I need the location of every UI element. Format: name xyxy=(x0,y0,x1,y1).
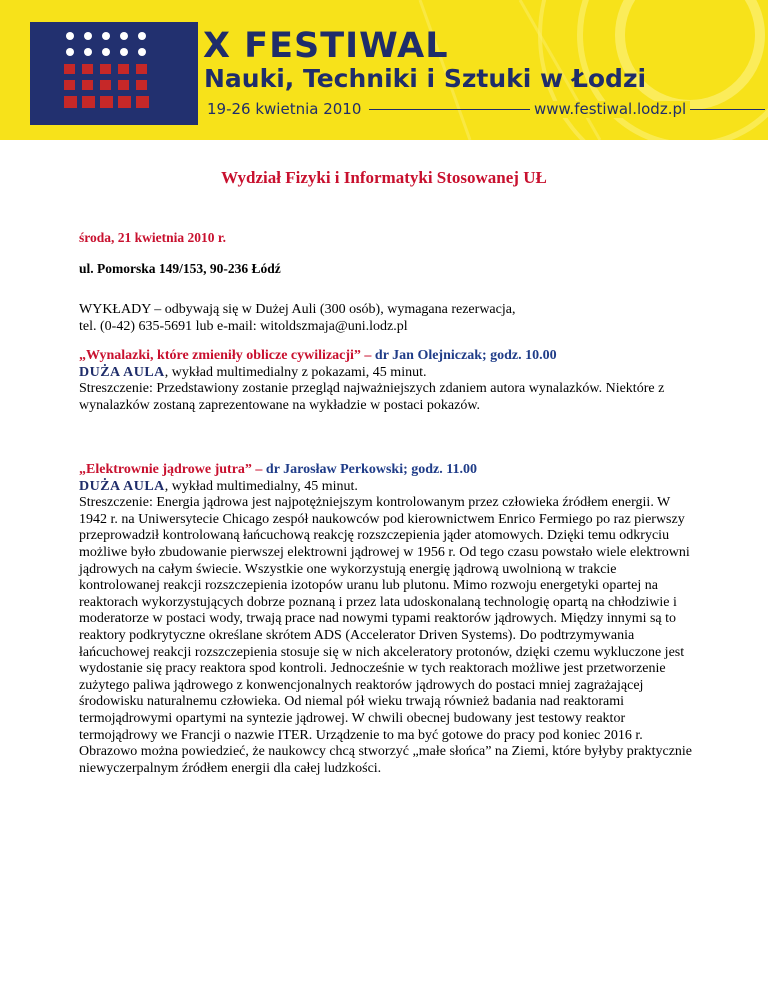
event-2-details xyxy=(79,479,699,496)
document-body xyxy=(79,230,699,776)
event-address: ul. Pomorska 149/153, 90-236 Łódź xyxy=(79,261,281,276)
lectures-info-line1: WYKŁADY – odbywają się w Dużej Auli (300 osób), wymagana rezerwacja, xyxy=(79,302,516,317)
event-2-title: „Elektrownie jądrowe jutra” xyxy=(79,462,252,477)
event-2-speaker: dr Jarosław Perkowski; godz. 11.00 xyxy=(265,462,477,477)
event-1-dash: – xyxy=(360,348,375,363)
event-1-speaker: dr Jan Olejniczak; godz. 10.00 xyxy=(374,348,557,363)
event-1-venue: DUŻA AULA xyxy=(79,364,165,380)
event-1-header xyxy=(79,348,699,365)
event-1-format: , wykład multimedialny z pokazami, 45 minut. xyxy=(164,364,427,380)
event-2-header xyxy=(79,462,699,479)
event-2-format: , wykład multimedialny, 45 minut. xyxy=(164,478,358,494)
logo-dots-icon xyxy=(30,22,198,125)
banner-subtitle: Nauki, Techniki i Sztuki w Łodzi xyxy=(204,64,647,93)
event-2 xyxy=(79,462,699,777)
lectures-info xyxy=(79,302,699,335)
faculty-heading: Wydział Fizyki i Informatyki Stosowanej UŁ xyxy=(221,168,547,187)
event-1 xyxy=(79,348,699,414)
festival-banner xyxy=(0,0,768,140)
event-2-summary: Streszczenie: Energia jądrowa jest najpotężniejszym kontrolowanym przez człowieka źródłem energii. W 1942 r. na Uniwersytecie Chicago zespół naukowców pod kierownictwem Enrico Fermiego po raz pierwszy przeprowadził kontrolowaną łańcuchową reakcję rozszczepienia jąder atomowych. Dzięki temu odkryciu możliwe było zbudowanie pierwszej elektrowni jądrowej w 1956 r. Od tego czasu powstało wiele elektrowni jądrowych na całym świecie. Wszystkie one wykorzystują energię jądrową uwolnioną w trakcie kontrolowanej reakcji rozszczepienia izotopów uranu lub plutonu. Mimo rozwoju energetyki opartej na reaktorach wykorzystujących dobrze poznaną i przez lata udoskonalaną technologię opartą na chłodziwie i moderatorze w postaci wody, trwają prace nad nowymi typami reaktorów jądrowych. Między innymi są to reaktory podkrytyczne określane skrótem ADS (Accelerator Driven Systems). Do podtrzymywania łańcuchowej reakcji rozszczepienia stosuje się w nich akceleratory protonów, dzięki czemu wykluczone jest wydostanie się pracy reaktora spod kontroli. Jednocześnie w tych reaktorach możliwe jest przetworzenie zużytego paliwa jądrowego z konwencjonalnych reaktorów jądrowych do postaci mniej zagrażającej środowisku naturalnemu człowieka. Od niemal pół wieku trwają również badania nad reaktorami termojądrowymi opartymi na syntezie jądrowej. W chwili obecnej budowany jest testowy reaktor termojądrowy we Francji o nazwie ITER. Urządzenie to ma być gotowe do pracy pod koniec 2016 r. Obrazowo można powiedzieć, że naukowcy chcą stworzyć „małe słońca” na Ziemi, które byłyby praktycznie niewyczerpalnym źródłem energii dla całej ludzkości. xyxy=(79,495,693,776)
event-date: środa, 21 kwietnia 2010 r. xyxy=(79,230,227,245)
banner-title: X FESTIWAL xyxy=(203,26,449,66)
event-1-summary: Streszczenie: Przedstawiony zostanie przegląd najważniejszych zdaniem autora wynalazków. Niektóre z wynalazków zostaną zaprezentowane na wykładzie w postaci pokazów. xyxy=(79,381,665,413)
festival-logo xyxy=(30,22,198,125)
lectures-info-line2: tel. (0-42) 635-5691 lub e-mail: witoldszmaja@uni.lodz.pl xyxy=(79,318,408,334)
event-1-details xyxy=(79,365,699,382)
event-1-title: „Wynalazki, które zmieniły oblicze cywilizacji” xyxy=(79,348,361,363)
banner-dates: 19-26 kwietnia 2010 xyxy=(205,101,369,118)
event-2-dash: – xyxy=(251,462,266,477)
banner-url: www.festiwal.lodz.pl xyxy=(530,101,690,118)
event-2-venue: DUŻA AULA xyxy=(79,478,165,494)
